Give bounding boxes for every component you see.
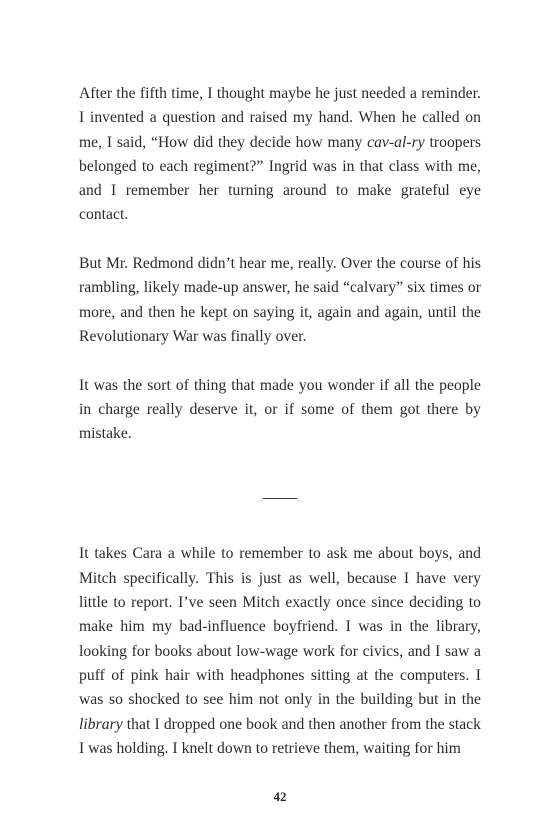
paragraph-3-text: It was the sort of thing that made you wonder if all the people in charge really deserve it, or if some of them got there by mistake. — [79, 376, 481, 443]
book-page-body — [79, 82, 481, 761]
section-after-break — [79, 542, 481, 761]
section-before-break — [79, 82, 481, 446]
paragraph-4-text-a: It takes Cara a while to remember to ask me about boys, and Mitch specifically. This is just as well, because I have very little to report. I’ve seen Mitch exactly once since deciding to make him my bad-influence boyfriend. I was in the library, looking for books about low-wage work for civics, and I saw a puff of pink hair with headphones sitting at the computers. I was so shocked to see him not only in the building but in the — [79, 545, 481, 709]
paragraph-1-italic-cavalry: cav-al-ry — [367, 133, 425, 151]
paragraph-1-text-a: After the fifth time, I thought maybe he just needed a reminder. I invented a question and raised my hand. When he called on me, I said, “How did they decide how many — [79, 85, 481, 151]
section-break-rule — [263, 498, 297, 499]
paragraph-2 — [79, 252, 481, 349]
paragraph-4 — [79, 542, 481, 761]
paragraph-4-text-b: that I dropped one book and then another from the stack I was holding. I knelt down to retrieve them, waiting for him — [79, 715, 481, 757]
paragraph-2-text: But Mr. Redmond didn’t hear me, really. Over the course of his rambling, likely made-up answer, he said “calvary” six times or more, and then he kept on saying it, again and again, until the Revolutionary War was finally over. — [79, 255, 481, 345]
page-number: 42 — [273, 789, 287, 804]
paragraph-1-text-b: troopers belonged to each regiment?” Ingrid was in that class with me, and I remember her turning around to make grateful eye contact. — [79, 133, 481, 224]
section-break — [79, 446, 481, 542]
paragraph-3 — [79, 374, 481, 447]
paragraph-1 — [79, 82, 481, 228]
paragraph-4-italic-library: library — [79, 715, 123, 733]
